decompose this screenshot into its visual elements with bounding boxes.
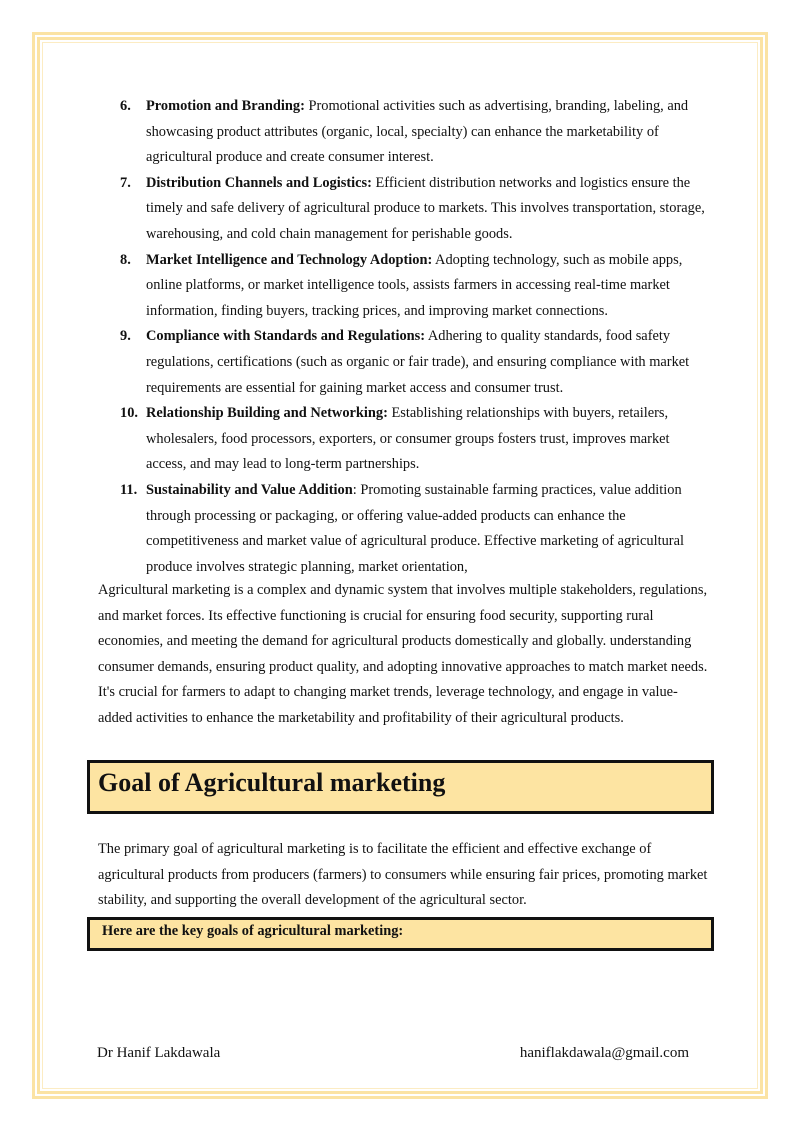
- list-item: [98, 478, 710, 580]
- sub-heading: Here are the key goals of agricultural marketing:: [102, 923, 404, 939]
- footer-author: Dr Hanif Lakdawala: [97, 1045, 221, 1061]
- list-number: 9.: [120, 328, 131, 345]
- list-item-title: Market Intelligence and Technology Adoption:: [146, 251, 433, 268]
- list-item-title: Sustainability and Value Addition: [146, 481, 353, 498]
- list-item-text: Efficient distribution networks and logistics ensure the timely and safe delivery of agricultural produce to markets. This involves transportation, storage, warehousing, and cold chain management for perishable goods.: [146, 174, 705, 242]
- sub-heading-box: [87, 917, 714, 951]
- list-item: [98, 248, 710, 325]
- list-item-text: Adhering to quality standards, food safety regulations, certifications (such as organic or fair trade), and ensuring compliance with market requirements are essential for gaining market access and consumer trust.: [146, 328, 690, 396]
- list-item-title: Distribution Channels and Logistics:: [146, 174, 372, 191]
- list-item: [98, 171, 710, 248]
- numbered-list: [98, 94, 710, 580]
- list-item-title: Relationship Building and Networking:: [146, 405, 388, 422]
- list-number: 8.: [120, 251, 131, 268]
- list-number: 6.: [120, 98, 131, 114]
- list-item-title: Compliance with Standards and Regulations:: [146, 328, 426, 345]
- list-item-text: Establishing relationships with buyers, retailers, wholesalers, food processors, exporters, or consumer groups fosters trust, improves market access, and may lead to long-term partnerships.: [146, 405, 670, 473]
- footer-email: haniflakdawala@gmail.com: [519, 1045, 689, 1061]
- list-item-text: Promotional activities such as advertising, branding, labeling, and showcasing product attributes (organic, local, specialty) can enhance the marketability of agricultural produce and create consumer interest.: [146, 98, 689, 166]
- list-number: 7.: [120, 174, 131, 191]
- list-item: [98, 401, 710, 478]
- list-item: [98, 94, 710, 171]
- list-item: [98, 324, 710, 401]
- list-item-text: Adopting technology, such as mobile apps, online platforms, or market intelligence tools, assists farmers in accessing real-time market information, finding buyers, tracking prices, and improving market connections.: [146, 251, 683, 319]
- body-paragraph: Agricultural marketing is a complex and dynamic system that involves multiple stakeholders, regulations, and market forces. Its effective functioning is crucial for ensuring food security, supporting rural economies, and meeting the demand for agricultural products domestically and globally. understanding consumer demands, ensuring product quality, and adopting innovative approaches to match market needs. It's crucial for farmers to adapt to changing market trends, leverage technology, and engage in value-added activities to enhance the marketability and profitability of their agricultural products.: [98, 582, 708, 726]
- section-heading: Goal of Agricultural marketing: [98, 768, 446, 797]
- section-heading-box: [87, 760, 714, 814]
- goal-paragraph: The primary goal of agricultural marketing is to facilitate the efficient and effective exchange of agricultural products from producers (farmers) to consumers while ensuring fair prices, promoting market stability, and supporting the overall development of the agricultural sector.: [98, 841, 708, 909]
- list-item-title: Promotion and Branding:: [146, 98, 305, 114]
- list-item-text: : Promoting sustainable farming practices, value addition through processing or packaging, or offering value-added products can enhance the competitiveness and market value of agricultural produce. Effective marketing of agricultural produce involves strategic planning, market orientation,: [146, 481, 684, 575]
- list-number: 10.: [120, 405, 138, 422]
- list-number: 11.: [120, 481, 138, 498]
